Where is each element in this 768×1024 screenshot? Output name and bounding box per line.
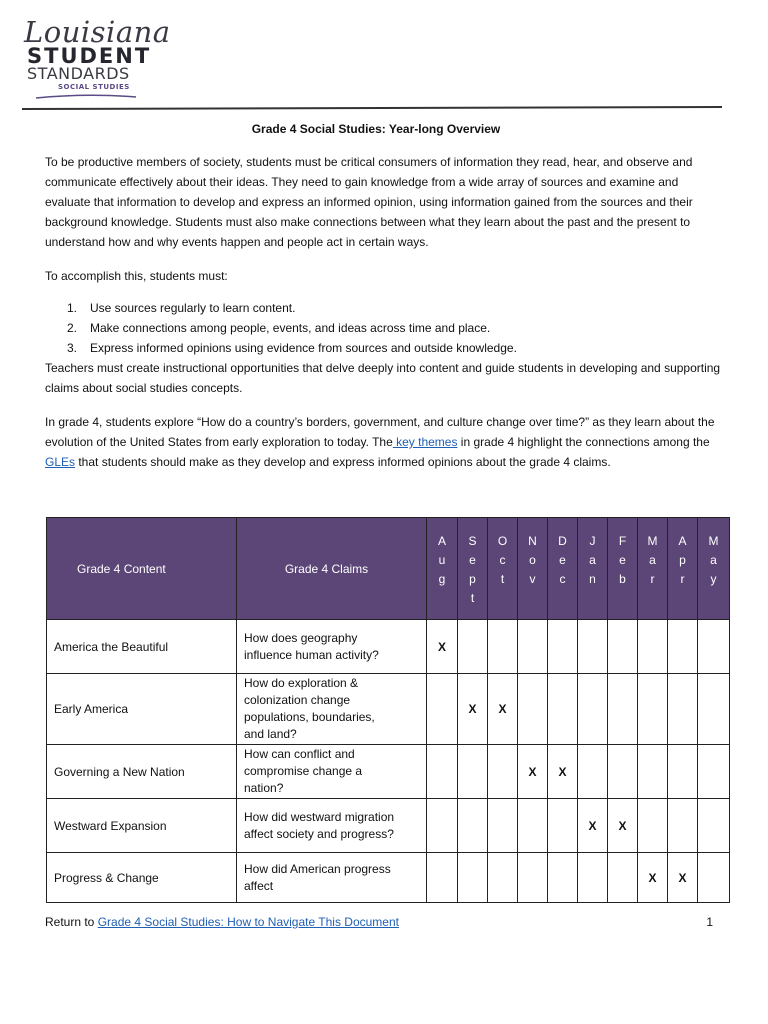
logo-swoosh <box>36 94 136 99</box>
grade4-text-part2: in grade 4 highlight the connections among the <box>457 435 710 449</box>
list-text: Express informed opinions using evidence from sources and outside knowledge. <box>90 341 517 355</box>
month-mark <box>427 674 458 745</box>
table-header-row <box>47 518 730 620</box>
month-mark: X <box>578 799 608 853</box>
month-mark <box>698 620 730 674</box>
header-month-dec: D e c <box>548 518 578 620</box>
month-mark <box>698 674 730 745</box>
month-mark: X <box>608 799 638 853</box>
month-mark <box>668 799 698 853</box>
month-mark <box>427 853 458 903</box>
list-item <box>45 298 725 318</box>
month-mark <box>608 745 638 799</box>
month-mark <box>548 674 578 745</box>
table-row <box>47 799 730 853</box>
month-mark <box>427 745 458 799</box>
header-month-apr: A p r <box>668 518 698 620</box>
list-text: Make connections among people, events, and ideas across time and place. <box>90 321 491 335</box>
month-mark <box>668 620 698 674</box>
key-themes-link[interactable]: key themes <box>392 435 458 449</box>
month-mark <box>578 853 608 903</box>
month-mark <box>518 674 548 745</box>
table-row <box>47 745 730 799</box>
row-claim: How did American progress affect <box>237 853 427 903</box>
teachers-paragraph: Teachers must create instructional opportunities that delve deeply into content and guide students in developing and supporting claims about social studies concepts. <box>45 361 721 395</box>
accomplish-paragraph: To accomplish this, students must: <box>45 269 228 283</box>
logo-line-standards: STANDARDS <box>27 64 130 83</box>
month-mark <box>518 620 548 674</box>
month-mark <box>548 853 578 903</box>
header-month-mar: M a r <box>638 518 668 620</box>
requirements-list <box>45 298 725 358</box>
header-month-oct: O c t <box>488 518 518 620</box>
month-mark <box>698 745 730 799</box>
month-mark: X <box>427 620 458 674</box>
month-mark <box>698 853 730 903</box>
row-content: Early America <box>47 674 237 745</box>
month-mark <box>458 853 488 903</box>
table-row <box>47 620 730 674</box>
month-mark <box>427 799 458 853</box>
header-month-jan: J a n <box>578 518 608 620</box>
header-month-nov: N o v <box>518 518 548 620</box>
year-overview-table <box>46 517 730 903</box>
month-mark: X <box>518 745 548 799</box>
header-month-feb: F e b <box>608 518 638 620</box>
header-month-sept: S e p t <box>458 518 488 620</box>
document-title: Grade 4 Social Studies: Year-long Overview <box>251 122 501 136</box>
month-mark <box>578 620 608 674</box>
row-claim: How can conflict and compromise change a nation? <box>237 745 427 799</box>
list-text: Use sources regularly to learn content. <box>90 301 296 315</box>
row-content: Progress & Change <box>47 853 237 903</box>
list-item <box>45 318 725 338</box>
month-mark: X <box>458 674 488 745</box>
month-mark <box>608 674 638 745</box>
row-claim: How did westward migration affect society and progress? <box>237 799 427 853</box>
month-mark <box>548 620 578 674</box>
month-mark: X <box>638 853 668 903</box>
grade4-text-part1: In grade 4, students explore “How do a country’s borders, government, and culture change over time?” as they learn about the evolution of the United States from early exploration to today. The <box>45 415 715 449</box>
month-mark <box>518 799 548 853</box>
grade4-paragraph <box>45 412 725 472</box>
navigate-document-link[interactable]: Grade 4 Social Studies: How to Navigate This Document <box>97 915 399 929</box>
page-number: 1 <box>706 915 713 929</box>
list-number: 2. <box>67 321 78 335</box>
month-mark: X <box>488 674 518 745</box>
month-mark <box>518 853 548 903</box>
table-row <box>47 853 730 903</box>
row-content: Governing a New Nation <box>47 745 237 799</box>
grade4-text-part3: that students should make as they develop and express informed opinions about the grade 4 claims. <box>75 455 611 469</box>
header-content: Grade 4 Content <box>47 518 237 620</box>
month-mark <box>608 853 638 903</box>
row-claim: How do exploration & colonization change populations, boundaries, and land? <box>237 674 427 745</box>
month-mark <box>458 745 488 799</box>
logo-line-louisiana: Louisiana <box>24 15 171 49</box>
page-footer <box>45 915 713 929</box>
month-mark <box>458 799 488 853</box>
logo-line-student: STUDENT <box>27 44 152 68</box>
month-mark <box>608 620 638 674</box>
month-mark <box>488 620 518 674</box>
row-content: Westward Expansion <box>47 799 237 853</box>
month-mark <box>668 745 698 799</box>
row-claim: How does geography influence human activity? <box>237 620 427 674</box>
gles-link[interactable]: GLEs <box>45 455 76 469</box>
month-mark <box>638 745 668 799</box>
row-content: America the Beautiful <box>47 620 237 674</box>
month-mark <box>458 620 488 674</box>
intro-paragraph: To be productive members of society, students must be critical consumers of information they read, hear, and observe and communicate effectively about their ideas. They need to gain knowledge from a wide array of sources and examine and evaluate that information to develop and express an informed opinion, using information gained from the sources and their background knowledge. Students must also make connections between what they learn about the past and the present to understand how and why events happen and people act in certain ways. <box>45 155 693 249</box>
header-claims: Grade 4 Claims <box>237 518 427 620</box>
list-number: 1. <box>67 301 78 315</box>
header-month-aug: A u g <box>427 518 458 620</box>
month-mark <box>698 799 730 853</box>
month-mark <box>548 799 578 853</box>
month-mark <box>488 853 518 903</box>
month-mark <box>488 745 518 799</box>
header-month-may: M a y <box>698 518 730 620</box>
month-mark <box>638 620 668 674</box>
month-mark: X <box>548 745 578 799</box>
list-item <box>45 338 725 358</box>
month-mark <box>578 674 608 745</box>
month-mark: X <box>668 853 698 903</box>
header-rule <box>22 106 722 110</box>
list-number: 3. <box>67 341 78 355</box>
footer-return-text: Return to <box>45 915 98 929</box>
louisiana-student-standards-logo <box>24 15 171 100</box>
month-mark <box>638 674 668 745</box>
table-row <box>47 674 730 745</box>
month-mark <box>638 799 668 853</box>
month-mark <box>578 745 608 799</box>
month-mark <box>488 799 518 853</box>
logo-line-social-studies: SOCIAL STUDIES <box>58 83 130 91</box>
month-mark <box>668 674 698 745</box>
